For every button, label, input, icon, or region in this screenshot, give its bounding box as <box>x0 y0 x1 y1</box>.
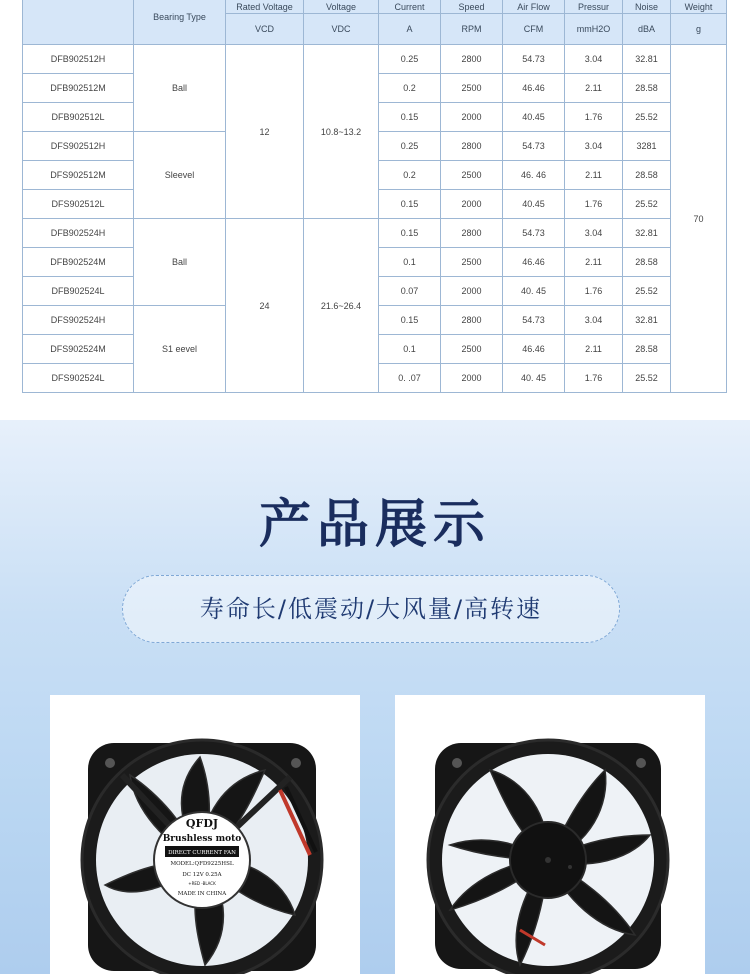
product-card-front <box>50 695 360 974</box>
noise-cell: 3281 <box>623 132 671 161</box>
fan-label-line2: DIRECT CURRENT FAN <box>168 850 236 856</box>
noise-cell: 32.81 <box>623 306 671 335</box>
current-cell: 0.15 <box>379 219 441 248</box>
current-cell: 0.1 <box>379 335 441 364</box>
rpm-cell: 2000 <box>441 277 503 306</box>
header-weight: Weight <box>671 0 727 14</box>
noise-cell: 32.81 <box>623 219 671 248</box>
pressure-cell: 1.76 <box>565 103 623 132</box>
fan-label-line3: MODEL:QFD9225HSL <box>170 861 234 867</box>
model-cell: DFS902524M <box>23 335 134 364</box>
current-cell: 0.25 <box>379 132 441 161</box>
unit-weight: g <box>671 14 727 45</box>
unit-air-flow: CFM <box>503 14 565 45</box>
noise-cell: 25.52 <box>623 277 671 306</box>
current-cell: 0.15 <box>379 190 441 219</box>
tagline-pill <box>122 575 620 643</box>
fan-label-line4: DC 12V 0.25A <box>182 872 222 878</box>
unit-rated-voltage: VCD <box>226 14 304 45</box>
model-cell: DFS902524L <box>23 364 134 393</box>
rpm-cell: 2800 <box>441 132 503 161</box>
current-cell: 0.1 <box>379 248 441 277</box>
noise-cell: 32.81 <box>623 45 671 74</box>
pressure-cell: 2.11 <box>565 335 623 364</box>
current-cell: 0.2 <box>379 74 441 103</box>
unit-speed: RPM <box>441 14 503 45</box>
cfm-cell: 46.46 <box>503 335 565 364</box>
header-pressure: Pressur <box>565 0 623 14</box>
fan-front-image <box>50 695 360 974</box>
current-cell: 0.07 <box>379 277 441 306</box>
fan-label-line1: Brushless moto <box>162 834 242 844</box>
noise-cell: 28.58 <box>623 161 671 190</box>
noise-cell: 28.58 <box>623 74 671 103</box>
rpm-cell: 2500 <box>441 248 503 277</box>
rpm-cell: 2800 <box>441 306 503 335</box>
voltage-range-cell: 21.6~26.4 <box>304 219 379 393</box>
cfm-cell: 40. 45 <box>503 364 565 393</box>
header-voltage: Voltage <box>304 0 379 14</box>
cfm-cell: 40.45 <box>503 190 565 219</box>
pressure-cell: 3.04 <box>565 132 623 161</box>
rpm-cell: 2500 <box>441 161 503 190</box>
current-cell: 0.2 <box>379 161 441 190</box>
rated-voltage-cell: 12 <box>226 45 304 219</box>
rpm-cell: 2500 <box>441 335 503 364</box>
pressure-cell: 2.11 <box>565 248 623 277</box>
cfm-cell: 46.46 <box>503 248 565 277</box>
fan-label-brand: QFDJ <box>185 817 219 830</box>
pressure-cell: 3.04 <box>565 219 623 248</box>
unit-pressure: mmH2O <box>565 14 623 45</box>
model-cell: DFS902512M <box>23 161 134 190</box>
rpm-cell: 2000 <box>441 364 503 393</box>
fan-label-line6: MADE IN CHINA <box>177 891 227 897</box>
current-cell: 0.25 <box>379 45 441 74</box>
model-cell: DFB902512H <box>23 45 134 74</box>
pressure-cell: 2.11 <box>565 74 623 103</box>
tagline-text: 寿命长/低震动/大风量/高转速 <box>199 595 543 623</box>
fan-label-line5: +RED -BLACK <box>188 881 216 886</box>
model-cell: DFB902512M <box>23 74 134 103</box>
cfm-cell: 46.46 <box>503 74 565 103</box>
current-cell: 0.15 <box>379 103 441 132</box>
bearing-cell: Sleevel <box>134 132 226 219</box>
cfm-cell: 46. 46 <box>503 161 565 190</box>
unit-voltage: VDC <box>304 14 379 45</box>
spec-table <box>22 0 727 393</box>
rpm-cell: 2500 <box>441 74 503 103</box>
cfm-cell: 54.73 <box>503 45 565 74</box>
header-model <box>23 0 134 45</box>
pressure-cell: 1.76 <box>565 277 623 306</box>
rpm-cell: 2000 <box>441 190 503 219</box>
pressure-cell: 3.04 <box>565 45 623 74</box>
cfm-cell: 54.73 <box>503 132 565 161</box>
fan-back-image <box>395 695 705 974</box>
unit-noise: dBA <box>623 14 671 45</box>
pressure-cell: 3.04 <box>565 306 623 335</box>
model-cell: DFB902524L <box>23 277 134 306</box>
voltage-range-cell: 10.8~13.2 <box>304 45 379 219</box>
bearing-cell: Ball <box>134 219 226 306</box>
table-row <box>23 219 727 248</box>
header-bearing: Bearing Type <box>134 0 226 45</box>
model-cell: DFS902524H <box>23 306 134 335</box>
product-card-back <box>395 695 705 974</box>
rated-voltage-cell: 24 <box>226 219 304 393</box>
spec-table-section <box>0 0 750 420</box>
header-noise: Noise <box>623 0 671 14</box>
header-current: Current <box>379 0 441 14</box>
model-cell: DFB902524H <box>23 219 134 248</box>
table-row <box>23 45 727 74</box>
header-rated-voltage: Rated Voltage <box>226 0 304 14</box>
bearing-cell: Ball <box>134 45 226 132</box>
cfm-cell: 40. 45 <box>503 277 565 306</box>
noise-cell: 28.58 <box>623 248 671 277</box>
showcase-title: 产品展示 <box>258 495 491 555</box>
unit-current: A <box>379 14 441 45</box>
model-cell: DFS902512L <box>23 190 134 219</box>
noise-cell: 25.52 <box>623 364 671 393</box>
cfm-cell: 40.45 <box>503 103 565 132</box>
model-cell: DFS902512H <box>23 132 134 161</box>
pressure-cell: 1.76 <box>565 190 623 219</box>
weight-cell: 70 <box>671 45 727 393</box>
pressure-cell: 2.11 <box>565 161 623 190</box>
bearing-cell: S1 eevel <box>134 306 226 393</box>
product-showcase-section <box>0 420 750 974</box>
pressure-cell: 1.76 <box>565 364 623 393</box>
noise-cell: 28.58 <box>623 335 671 364</box>
current-cell: 0. .07 <box>379 364 441 393</box>
header-speed: Speed <box>441 0 503 14</box>
rpm-cell: 2800 <box>441 219 503 248</box>
noise-cell: 25.52 <box>623 190 671 219</box>
rpm-cell: 2800 <box>441 45 503 74</box>
noise-cell: 25.52 <box>623 103 671 132</box>
current-cell: 0.15 <box>379 306 441 335</box>
rpm-cell: 2000 <box>441 103 503 132</box>
model-cell: DFB902512L <box>23 103 134 132</box>
cfm-cell: 54.73 <box>503 219 565 248</box>
cfm-cell: 54.73 <box>503 306 565 335</box>
header-air-flow: Air Flow <box>503 0 565 14</box>
model-cell: DFB902524M <box>23 248 134 277</box>
